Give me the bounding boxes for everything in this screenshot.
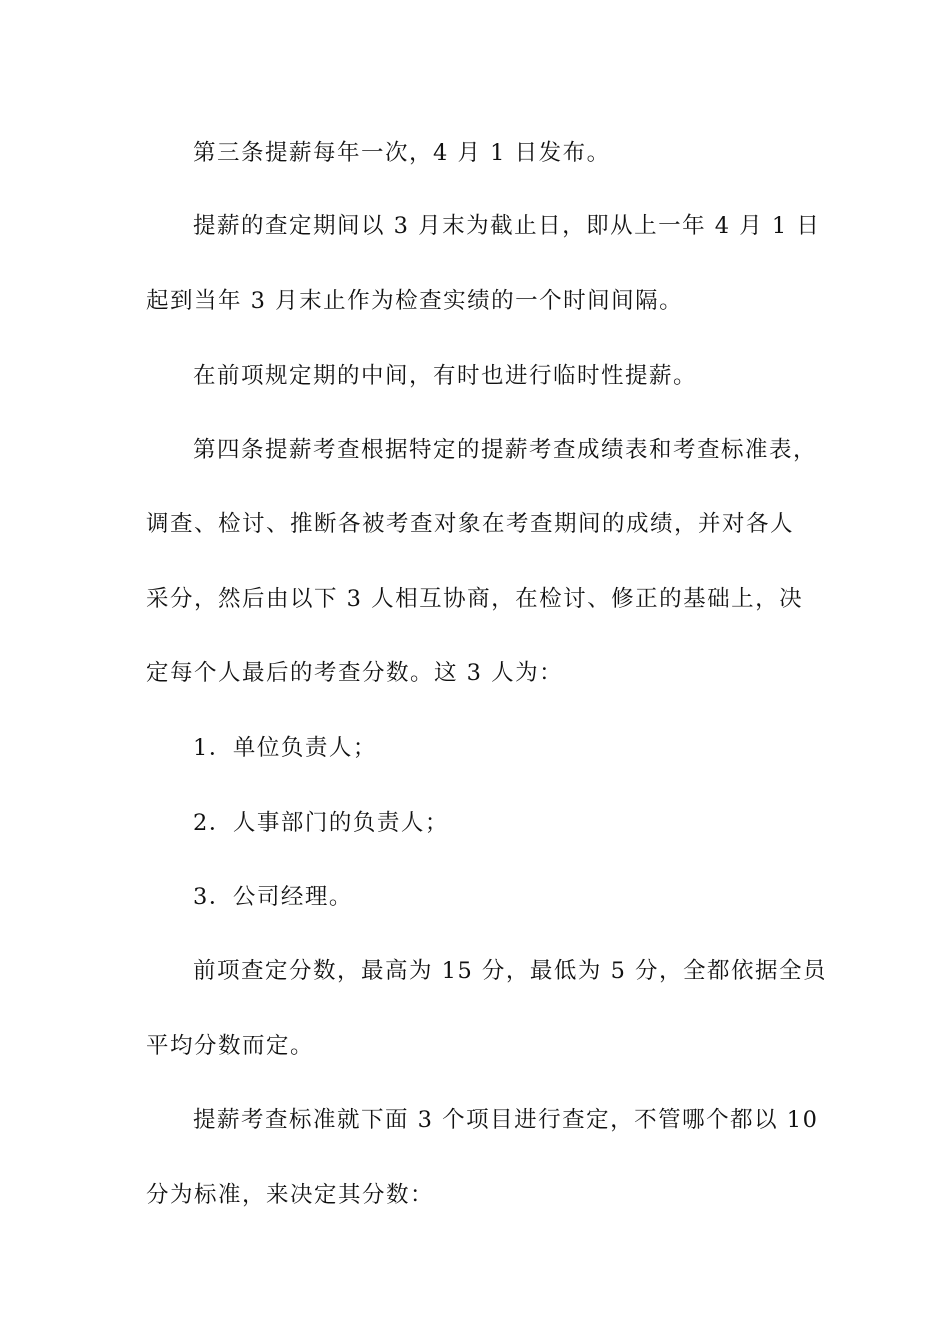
- paragraph-line: 前项查定分数，最高为 15 分，最低为 5 分，全都依据全员: [193, 958, 828, 984]
- paragraph-line: 调查、检讨、推断各被考查对象在考查期间的成绩，并对各人: [146, 511, 795, 537]
- paragraph-line: 第四条提薪考查根据特定的提薪考查成绩表和考查标准表，: [193, 437, 818, 463]
- list-item: 2．人事部门的负责人；: [193, 810, 449, 836]
- paragraph-line: 提薪考查标准就下面 3 个项目进行查定，不管哪个都以 10: [193, 1107, 819, 1133]
- paragraph-line: 起到当年 3 月末止作为检查实绩的一个时间间隔。: [146, 288, 684, 314]
- paragraph-line: 在前项规定期的中间，有时也进行临时性提薪。: [193, 363, 698, 389]
- paragraph-line: 平均分数而定。: [146, 1033, 315, 1059]
- paragraph-line: 分为标准，来决定其分数：: [146, 1182, 435, 1208]
- list-item: 3．公司经理。: [193, 884, 353, 910]
- list-item: 1．单位负责人；: [193, 735, 377, 761]
- paragraph-line: 第三条提薪每年一次，4 月 1 日发布。: [193, 140, 611, 166]
- paragraph-line: 提薪的查定期间以 3 月末为截止日，即从上一年 4 月 1 日: [193, 213, 821, 239]
- paragraph-line: 采分，然后由以下 3 人相互协商，在检讨、修正的基础上，决: [146, 586, 804, 612]
- paragraph-line: 定每个人最后的考查分数。这 3 人为：: [146, 660, 564, 686]
